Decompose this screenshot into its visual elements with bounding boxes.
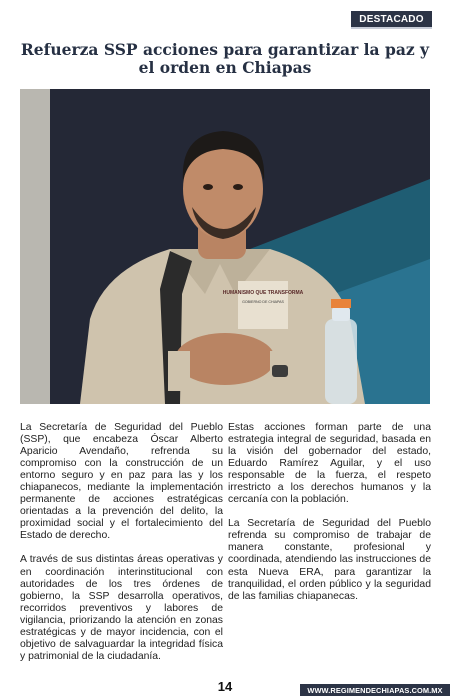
- paragraph: La Secretaría de Seguridad del Pueblo refrenda su compromiso de trabajar de manera constante, profesional y coordinada, atendiendo las instrucciones de esta Nueva ERA, para garantizar la tranquilidad, el orden público y la seguridad de las familias chiapanecas.: [228, 518, 431, 602]
- section-badge: DESTACADO: [351, 11, 432, 28]
- badge-underline: [351, 27, 432, 29]
- shirt-patch-sub: GOBIERNO DE CHIAPAS: [242, 300, 284, 304]
- paragraph: A través de sus distintas áreas operativas y en coordinación interinstitucional con autoridades de los tres órdenes de gobierno, la SSP desarrolla operativos, recorridos preventivos y labores de vigilancia, priorizando la atención en zonas estratégicas y de mayor incidencia, con el objetivo de salvaguardar la integridad física y patrimonial de la ciudadanía.: [20, 554, 223, 662]
- shirt-patch-text: HUMANISMO QUE TRANSFORMA: [222, 290, 304, 296]
- page-number: 14: [217, 679, 233, 694]
- article-headline: Refuerza SSP acciones para garantizar la paz y el orden en Chiapas: [20, 40, 430, 77]
- website-link[interactable]: WWW.REGIMENDECHIAPAS.COM.MX: [300, 684, 450, 696]
- article-column-left: [20, 422, 223, 675]
- article-column-right: [228, 422, 431, 615]
- paragraph: Estas acciones forman parte de una estrategia integral de seguridad, basada en la visión del gobernador del estado, Eduardo Ramírez Aguilar, y el uso responsable de la fuerza, el respeto irrestricto a los derechos humanos y la cercanía con la población.: [228, 422, 431, 506]
- paragraph: La Secretaría de Seguridad del Pueblo (SSP), que encabeza Óscar Alberto Aparicio Avendaño, refrenda su compromiso con la construcción de un entorno seguro y en paz para las y los chiapanecos, mediante la implementación permanente de acciones estratégicas orientadas a la prevención del delito, la proximidad social y el fortalecimiento del Estado de derecho.: [20, 422, 223, 542]
- article-photo: [20, 89, 430, 404]
